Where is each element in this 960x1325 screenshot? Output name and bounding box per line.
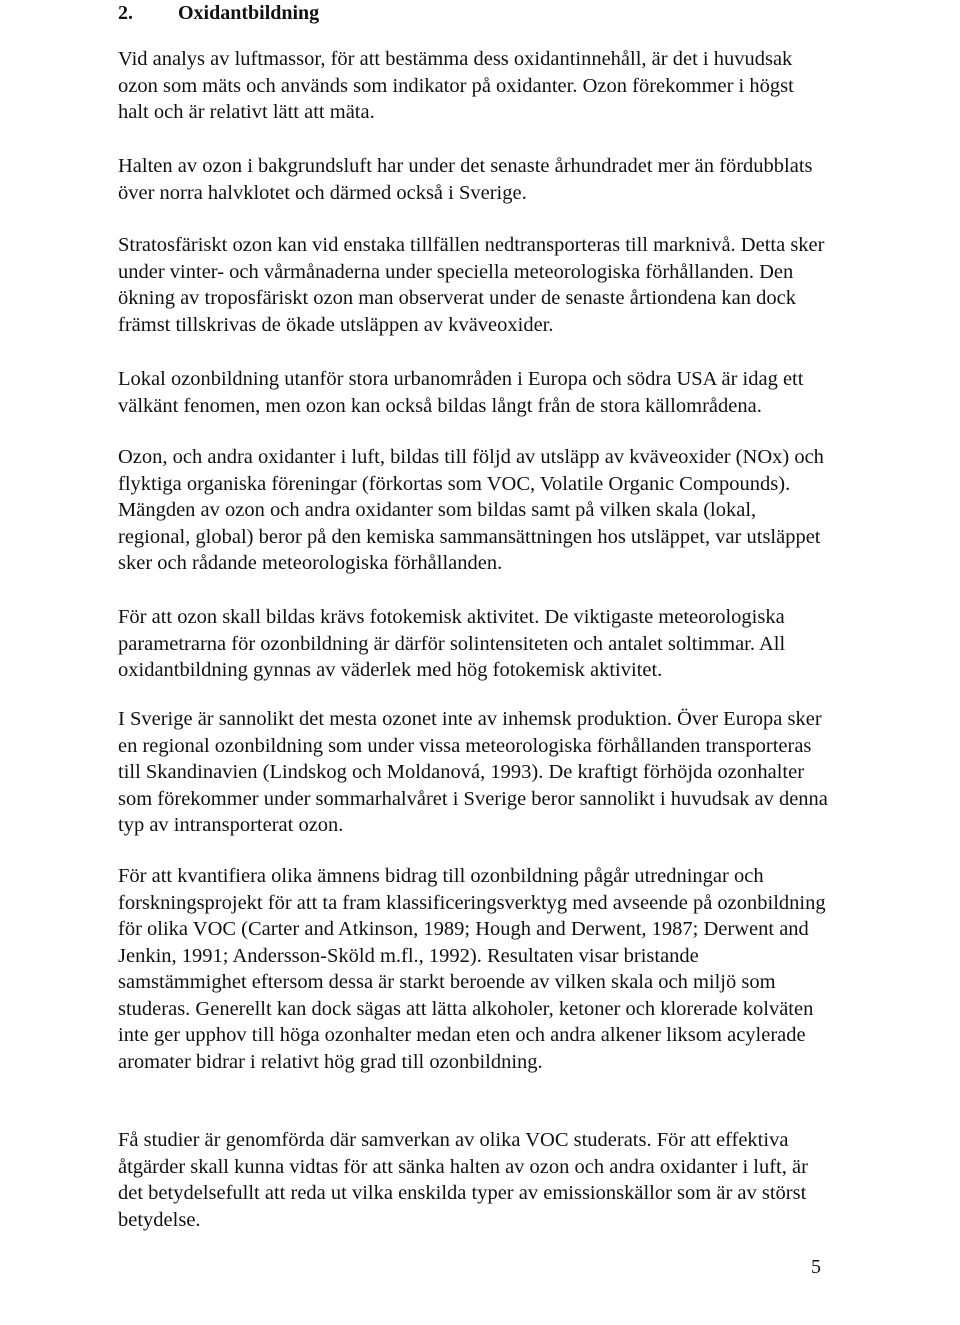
- text-line: För att kvantifiera olika ämnens bidrag till ozonbildning pågår utredningar och: [118, 865, 764, 887]
- text-line: till Skandinavien (Lindskog och Moldanová, 1993). De kraftigt förhöjda ozonhalter: [118, 761, 805, 783]
- text-line: forskningsprojekt för att ta fram klassificeringsverktyg med avseende på ozonbildning: [118, 891, 826, 914]
- text-line: parametrarna för ozonbildning är därför solintensiteten och antalet soltimmar. All: [118, 632, 786, 655]
- text-line: betydelse.: [118, 1208, 201, 1231]
- text-line: typ av intransporterat ozon.: [118, 814, 344, 836]
- paragraph-2: [118, 153, 840, 206]
- text-line: välkänt fenomen, men ozon kan också bildas långt från de stora källområdena.: [118, 394, 762, 417]
- text-line: sker och rådande meteorologiska förhållanden.: [118, 552, 503, 574]
- text-line: Få studier är genomförda där samverkan av olika VOC studerats. För att effektiva: [118, 1129, 789, 1151]
- text-line: för olika VOC (Carter and Atkinson, 1989; Hough and Derwent, 1987; Derwent and: [118, 918, 809, 940]
- text-line: Mängden av ozon och andra oxidanter som bildas samt på vilken skala (lokal,: [118, 499, 757, 521]
- text-line: För att ozon skall bildas krävs fotokemisk aktivitet. De viktigaste meteorologiska: [118, 606, 785, 628]
- text-line: ökning av troposfäriskt ozon man observerat under de senaste årtiondena kan dock: [118, 287, 796, 309]
- text-line: främst tillskrivas de ökade utsläppen av kväveoxider.: [118, 313, 554, 336]
- text-line: inte ger upphov till höga ozonhalter medan eten och andra alkener liksom acylerade: [118, 1024, 806, 1046]
- page-number: 5: [811, 1256, 821, 1278]
- paragraph-8: [118, 863, 840, 1075]
- text-line: Vid analys av luftmassor, för att bestämma dess oxidantinnehåll, är det i huvudsak: [118, 48, 793, 70]
- paragraph-1: [118, 46, 840, 126]
- paragraph-7: [118, 706, 840, 839]
- text-line: som förekommer under sommarhalvåret i Sverige beror sannolikt i huvudsak av denna: [118, 787, 828, 810]
- section-heading: [118, 0, 319, 26]
- text-line: samstämmighet eftersom dessa är starkt beroende av vilken skala och miljö som: [118, 971, 776, 993]
- text-line: Lokal ozonbildning utanför stora urbanområden i Europa och södra USA är idag ett: [118, 368, 804, 390]
- text-line: halt och är relativt lätt att mäta.: [118, 101, 375, 123]
- text-line: I Sverige är sannolikt det mesta ozonet inte av inhemsk produktion. Över Europa sker: [118, 708, 822, 730]
- section-title: Oxidantbildning: [178, 2, 320, 24]
- text-line: oxidantbildning gynnas av väderlek med hög fotokemisk aktivitet.: [118, 659, 663, 681]
- text-line: åtgärder skall kunna vidtas för att sänka halten av ozon och andra oxidanter i luft, är: [118, 1155, 808, 1178]
- text-line: flyktiga organiska föreningar (förkortas som VOC, Volatile Organic Compounds).: [118, 472, 791, 495]
- text-line: regional, global) beror på den kemiska sammansättningen hos utsläppet, var utsläppet: [118, 525, 821, 548]
- text-line: Stratosfäriskt ozon kan vid enstaka tillfällen nedtransporteras till marknivå. Detta sker: [118, 234, 825, 256]
- text-line: Jenkin, 1991; Andersson-Sköld m.fl., 1992). Resultaten visar bristande: [118, 944, 699, 967]
- text-line: ozon som mäts och används som indikator på oxidanter. Ozon förekommer i högst: [118, 74, 794, 97]
- text-line: aromater bidrar i relativt hög grad till ozonbildning.: [118, 1050, 543, 1073]
- paragraph-4: [118, 366, 840, 419]
- paragraph-6: [118, 604, 840, 684]
- text-line: under vinter- och vårmånaderna under speciella meteorologiska förhållanden. Den: [118, 260, 794, 283]
- text-line: Ozon, och andra oxidanter i luft, bildas till följd av utsläpp av kväveoxider (NOx) och: [118, 446, 824, 468]
- text-line: det betydelsefullt att reda ut vilka enskilda typer av emissionskällor som är av störst: [118, 1182, 807, 1204]
- paragraph-5: [118, 444, 840, 577]
- section-number: 2.: [118, 2, 133, 24]
- text-line: en regional ozonbildning som under vissa meteorologiska förhållanden transporteras: [118, 734, 812, 757]
- text-line: studeras. Generellt kan dock sägas att lätta alkoholer, ketoner och klorerade kolväten: [118, 997, 814, 1020]
- paragraph-3: [118, 232, 840, 338]
- text-line: Halten av ozon i bakgrundsluft har under det senaste århundradet mer än fördubblats: [118, 155, 813, 177]
- paragraph-9: [118, 1127, 840, 1233]
- text-line: över norra halvklotet och därmed också i Sverige.: [118, 181, 527, 204]
